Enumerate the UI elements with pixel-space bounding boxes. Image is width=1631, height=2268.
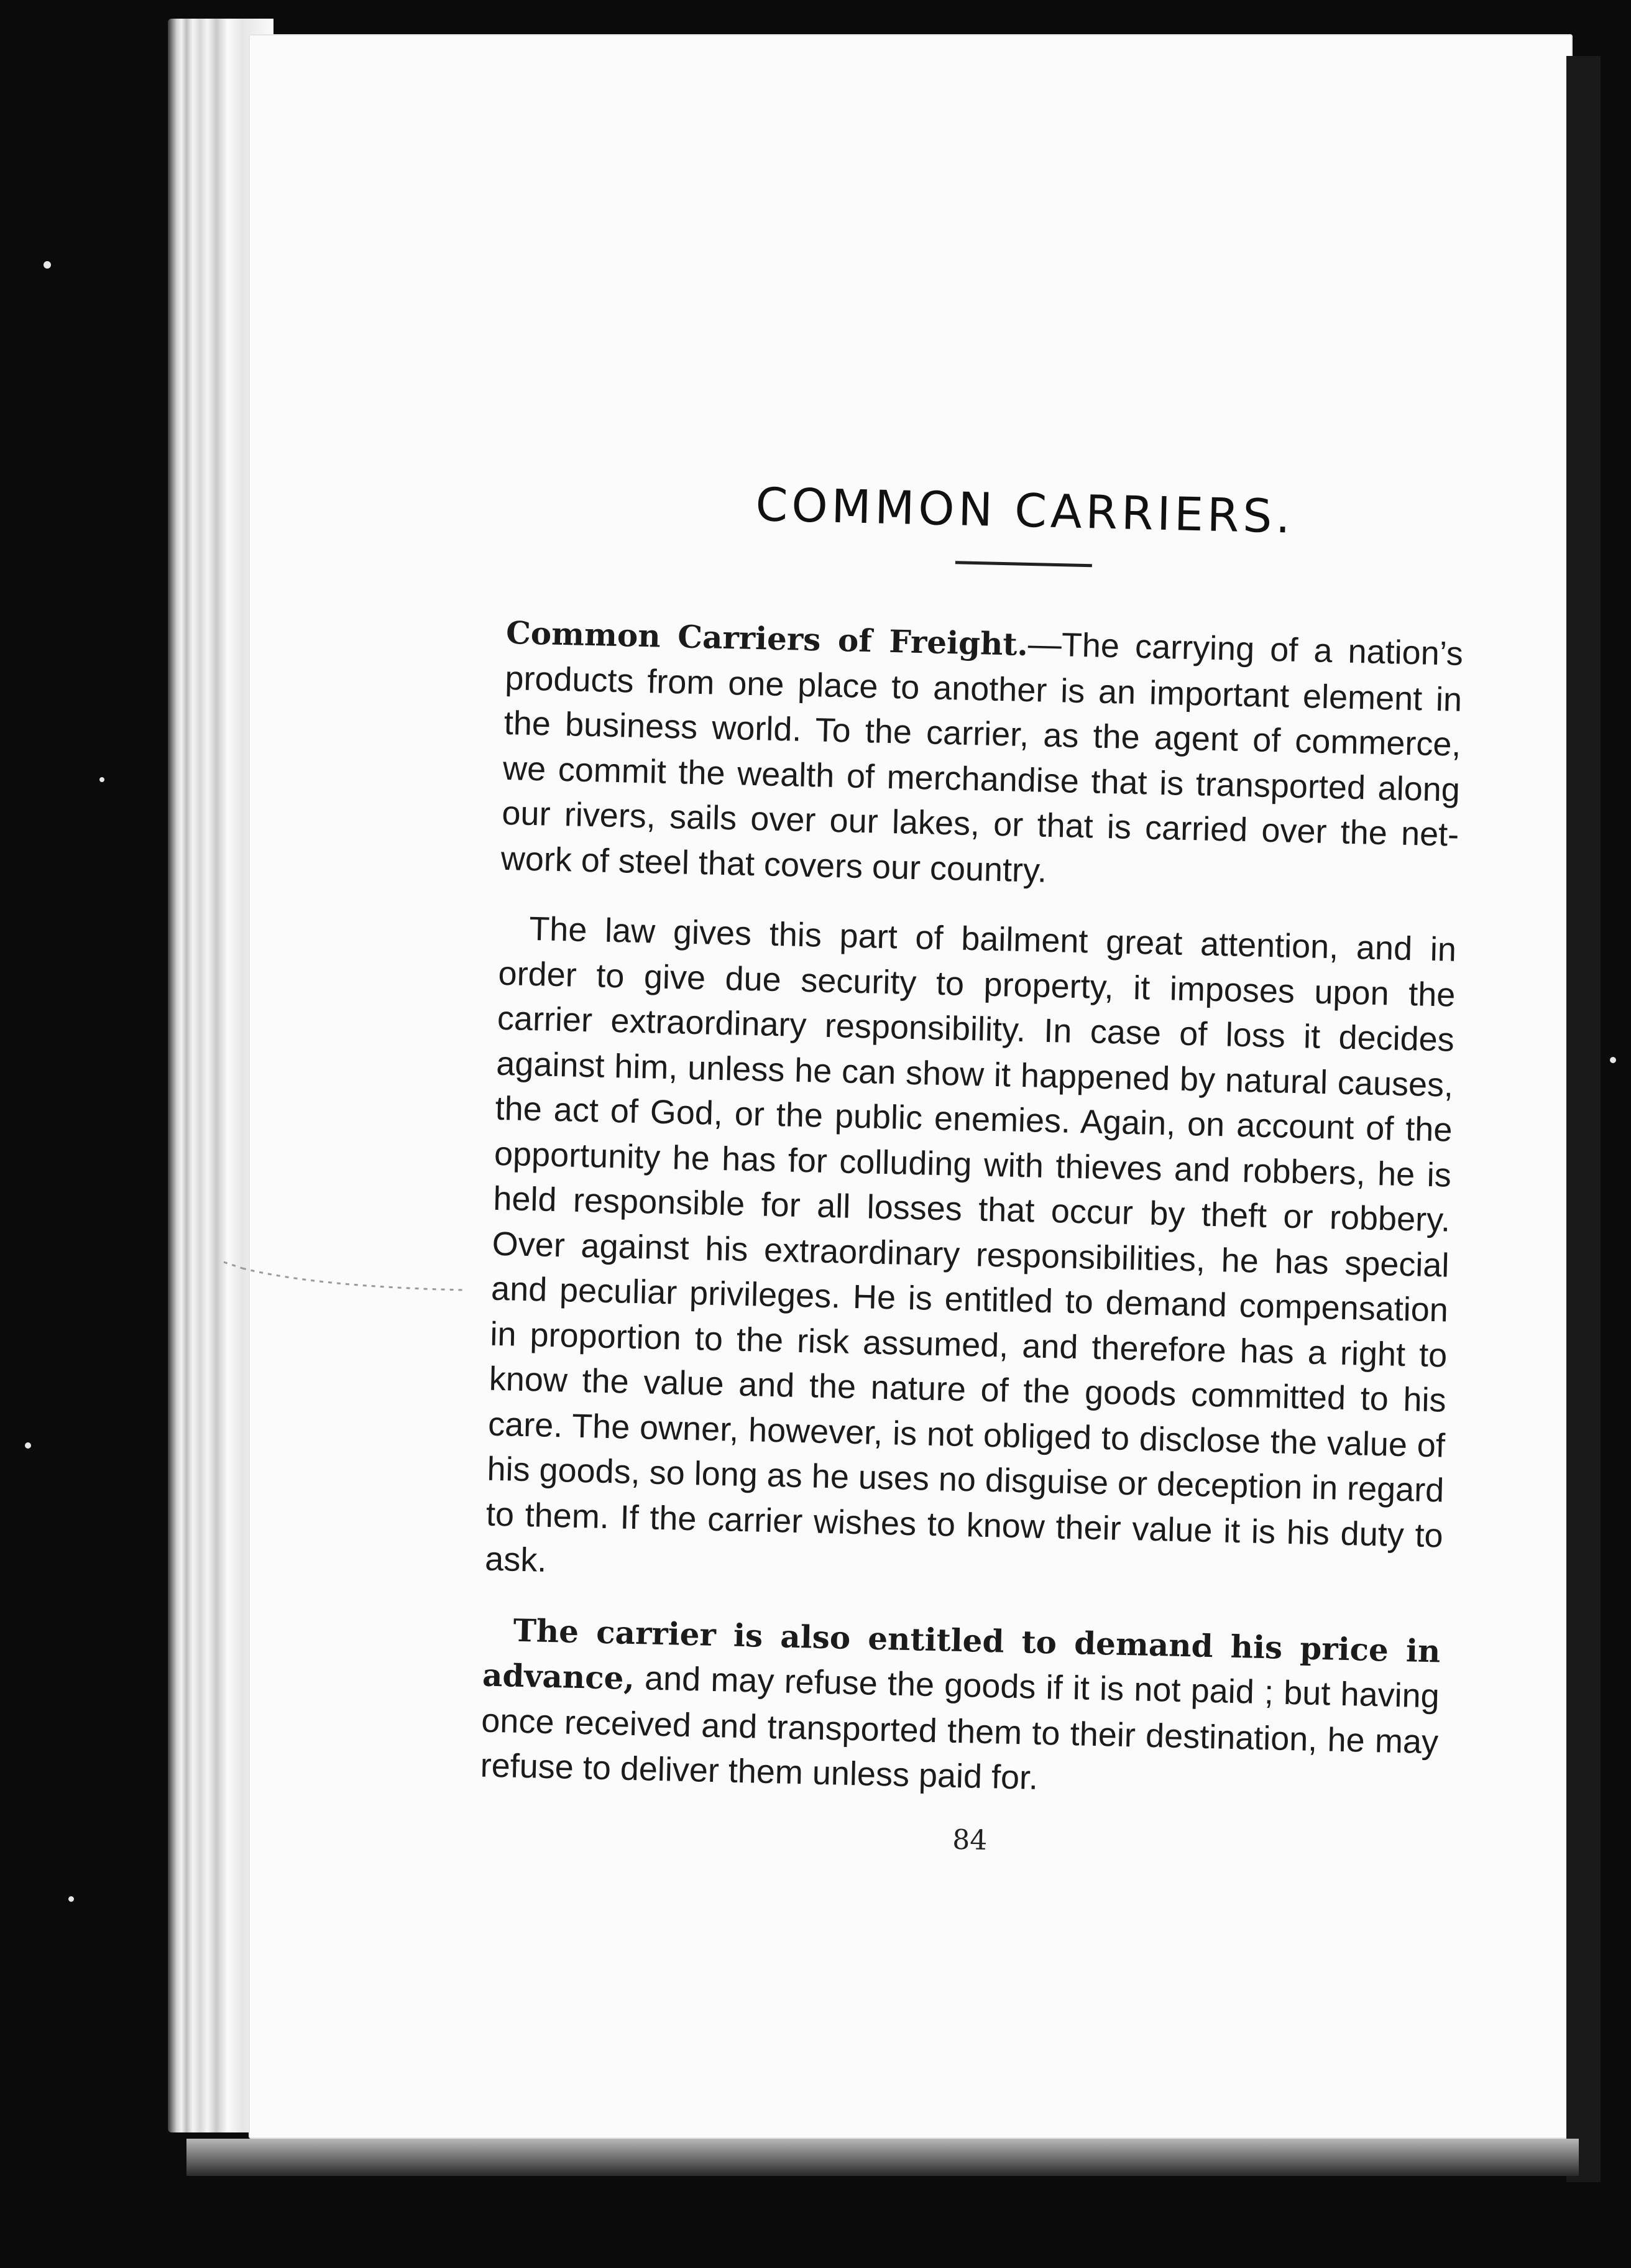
- paragraph-lead: Common Carriers of Freight.: [505, 614, 1029, 663]
- dust-speck: [25, 1442, 31, 1449]
- paragraph-text: —The carrying of a nation’s products from one place to another is an important element in the business world. To the carrier, as the agent of commerce, we commit the wealth of merchandise that is transported along our rivers, sails over our lakes, or that is carried over the net-work of steel that covers our country.: [500, 625, 1464, 890]
- paragraph-advance: [480, 1606, 1441, 1810]
- dust-speck: [44, 261, 51, 269]
- paragraph-freight: [500, 610, 1463, 903]
- paragraph-text: The law gives this part of bailment great attention, and in order to give due security to property, it imposes upon the carrier extraordinary responsibility. In case of loss it decides against him, unless he can show it happened by natural causes, the act of God, or the public enemies. Again, on account of the opportunity he has for colluding with thieves and robbers, he is held responsible for all losses that occur by theft or robbery. Over against his extraordinary responsibilities, he has special and peculiar privileges. He is entitled to demand compensation in proportion to the risk assumed, and therefore has a right to know the value and the nature of the goods committed to his care. The owner, however, is not obliged to disclose the value of his goods, so long as he uses no disguise or deception in regard to them. If the carrier wishes to know their value it is his duty to ask.: [484, 910, 1457, 1579]
- page-number: 84: [952, 1823, 988, 1856]
- title-divider: [955, 561, 1092, 567]
- page-title: COMMON CARRIERS.: [755, 478, 1295, 544]
- page-content: [479, 472, 1467, 1866]
- page-edge-mark: [218, 1237, 479, 1293]
- book-spine-shadow: [1566, 56, 1601, 2182]
- bottom-page-shadow: [186, 2139, 1579, 2176]
- paragraph-law: [485, 906, 1457, 1603]
- paragraph-lead: The carrier is also entitled to demand his price in advance,: [482, 1611, 1441, 1697]
- paragraph-text: and may refuse the goods if it is not paid ; but having once received and transported them to their destination, he may refuse to deliver them unless paid for.: [480, 1659, 1440, 1797]
- dust-speck: [1610, 1057, 1616, 1063]
- dust-speck: [68, 1896, 74, 1902]
- dust-speck: [99, 777, 104, 782]
